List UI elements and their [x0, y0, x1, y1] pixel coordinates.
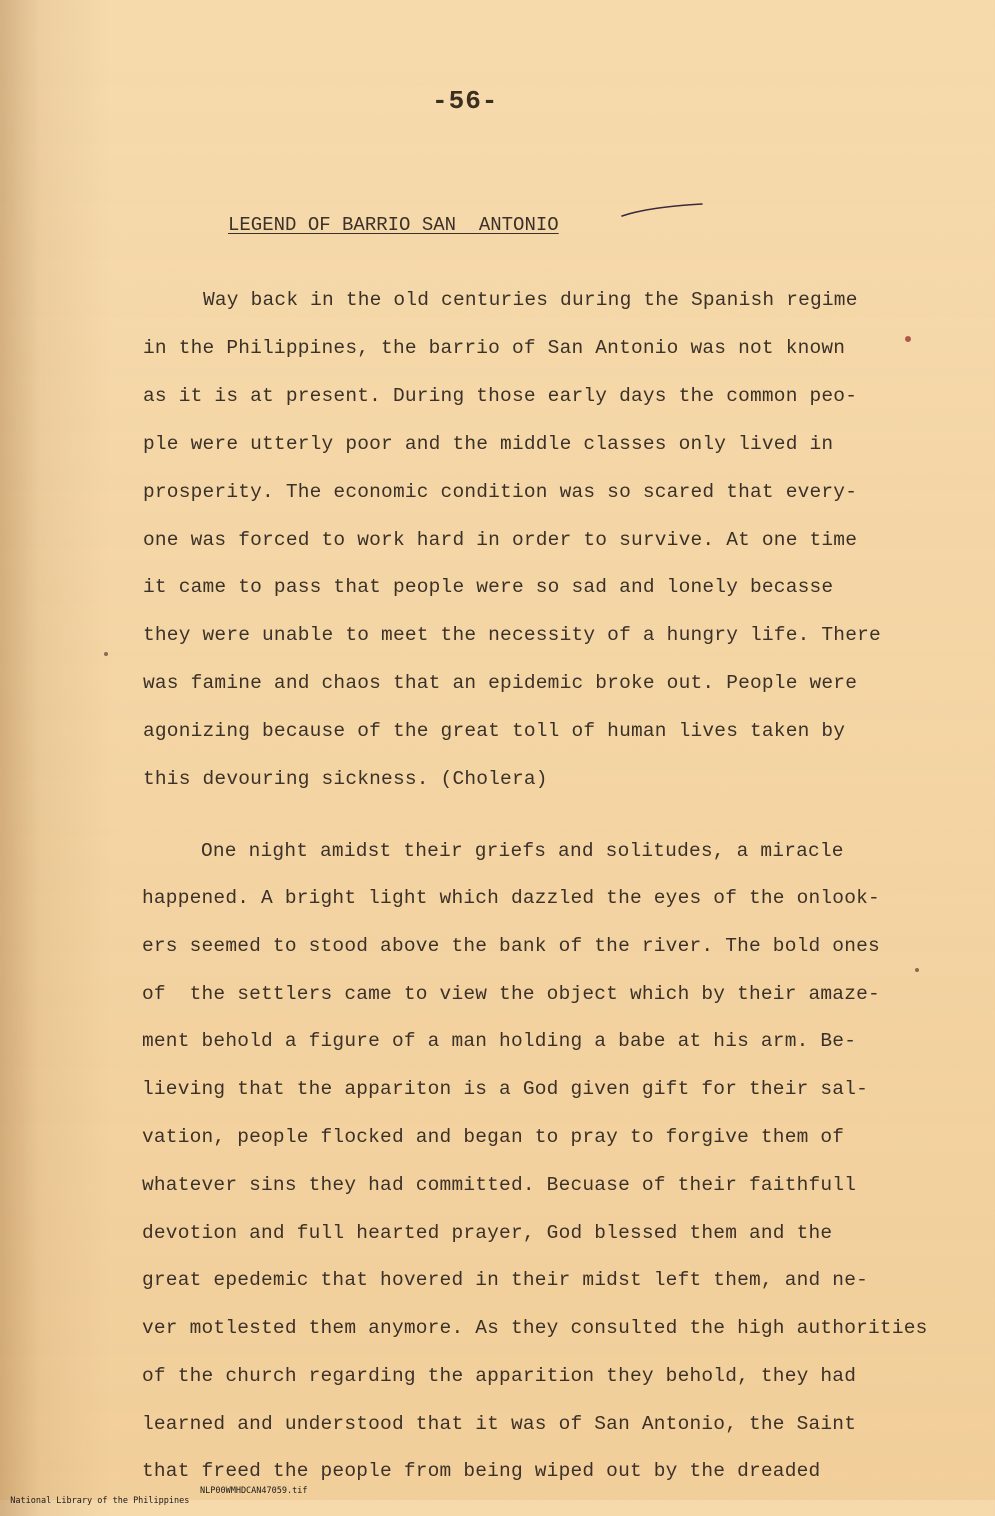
- p2-line-3: ers seemed to stood above the bank of the river. The bold ones: [142, 935, 880, 957]
- p2-line-8: whatever sins they had committed. Becuase of their faithfull: [142, 1174, 857, 1196]
- p1-line-5: prosperity. The economic condition was so scared that every-: [143, 481, 858, 503]
- p1-line-1: Way back in the old centuries during the Spanish regime: [203, 289, 858, 311]
- page-number: -56-: [432, 86, 499, 116]
- footer-library: National Library of the Philippines: [10, 1496, 190, 1506]
- paper-speck: [915, 968, 919, 972]
- p2-line-1: One night amidst their griefs and solitudes, a miracle: [201, 840, 844, 862]
- paper-speck: [905, 336, 911, 342]
- pen-stroke-mark: [620, 200, 704, 222]
- p1-line-10: agonizing because of the great toll of human lives taken by: [143, 720, 846, 742]
- p1-line-9: was famine and chaos that an epidemic broke out. People were: [143, 672, 858, 694]
- scan-footer: [0, 1486, 308, 1516]
- p2-line-13: learned and understood that it was of San Antonio, the Saint: [142, 1413, 857, 1435]
- p1-line-11: this devouring sickness. (Cholera): [143, 768, 548, 790]
- p1-line-4: ple were utterly poor and the middle classes only lived in: [143, 433, 834, 455]
- p1-line-3: as it is at present. During those early days the common peo-: [143, 385, 858, 407]
- p1-line-2: in the Philippines, the barrio of San Antonio was not known: [143, 337, 846, 359]
- document-title: LEGEND OF BARRIO SAN ANTONIO: [228, 214, 559, 236]
- p1-line-6: one was forced to work hard in order to survive. At one time: [143, 529, 858, 551]
- paper-speck: [104, 652, 108, 656]
- p1-line-7: it came to pass that people were so sad and lonely becasse: [143, 576, 834, 598]
- p2-line-14: that freed the people from being wiped out by the dreaded: [142, 1460, 821, 1482]
- p2-line-7: vation, people flocked and began to pray to forgive them of: [142, 1126, 845, 1148]
- p2-line-11: ver motlested them anymore. As they consulted the high authorities: [142, 1317, 928, 1339]
- p2-line-6: lieving that the appariton is a God given gift for their sal-: [142, 1078, 869, 1100]
- p2-line-5: ment behold a figure of a man holding a babe at his arm. Be-: [142, 1030, 857, 1052]
- p2-line-12: of the church regarding the apparition they behold, they had: [142, 1365, 857, 1387]
- p2-line-4: of the settlers came to view the object which by their amaze-: [142, 983, 880, 1005]
- p2-line-9: devotion and full hearted prayer, God blessed them and the: [142, 1222, 833, 1244]
- p2-line-10: great epedemic that hovered in their midst left them, and ne-: [142, 1269, 869, 1291]
- p1-line-8: they were unable to meet the necessity of a hungry life. There: [143, 624, 881, 646]
- p2-line-2: happened. A bright light which dazzled the eyes of the onlook-: [142, 887, 880, 909]
- footer-file-code: NLP00WMHDCAN47059.tif: [200, 1486, 308, 1496]
